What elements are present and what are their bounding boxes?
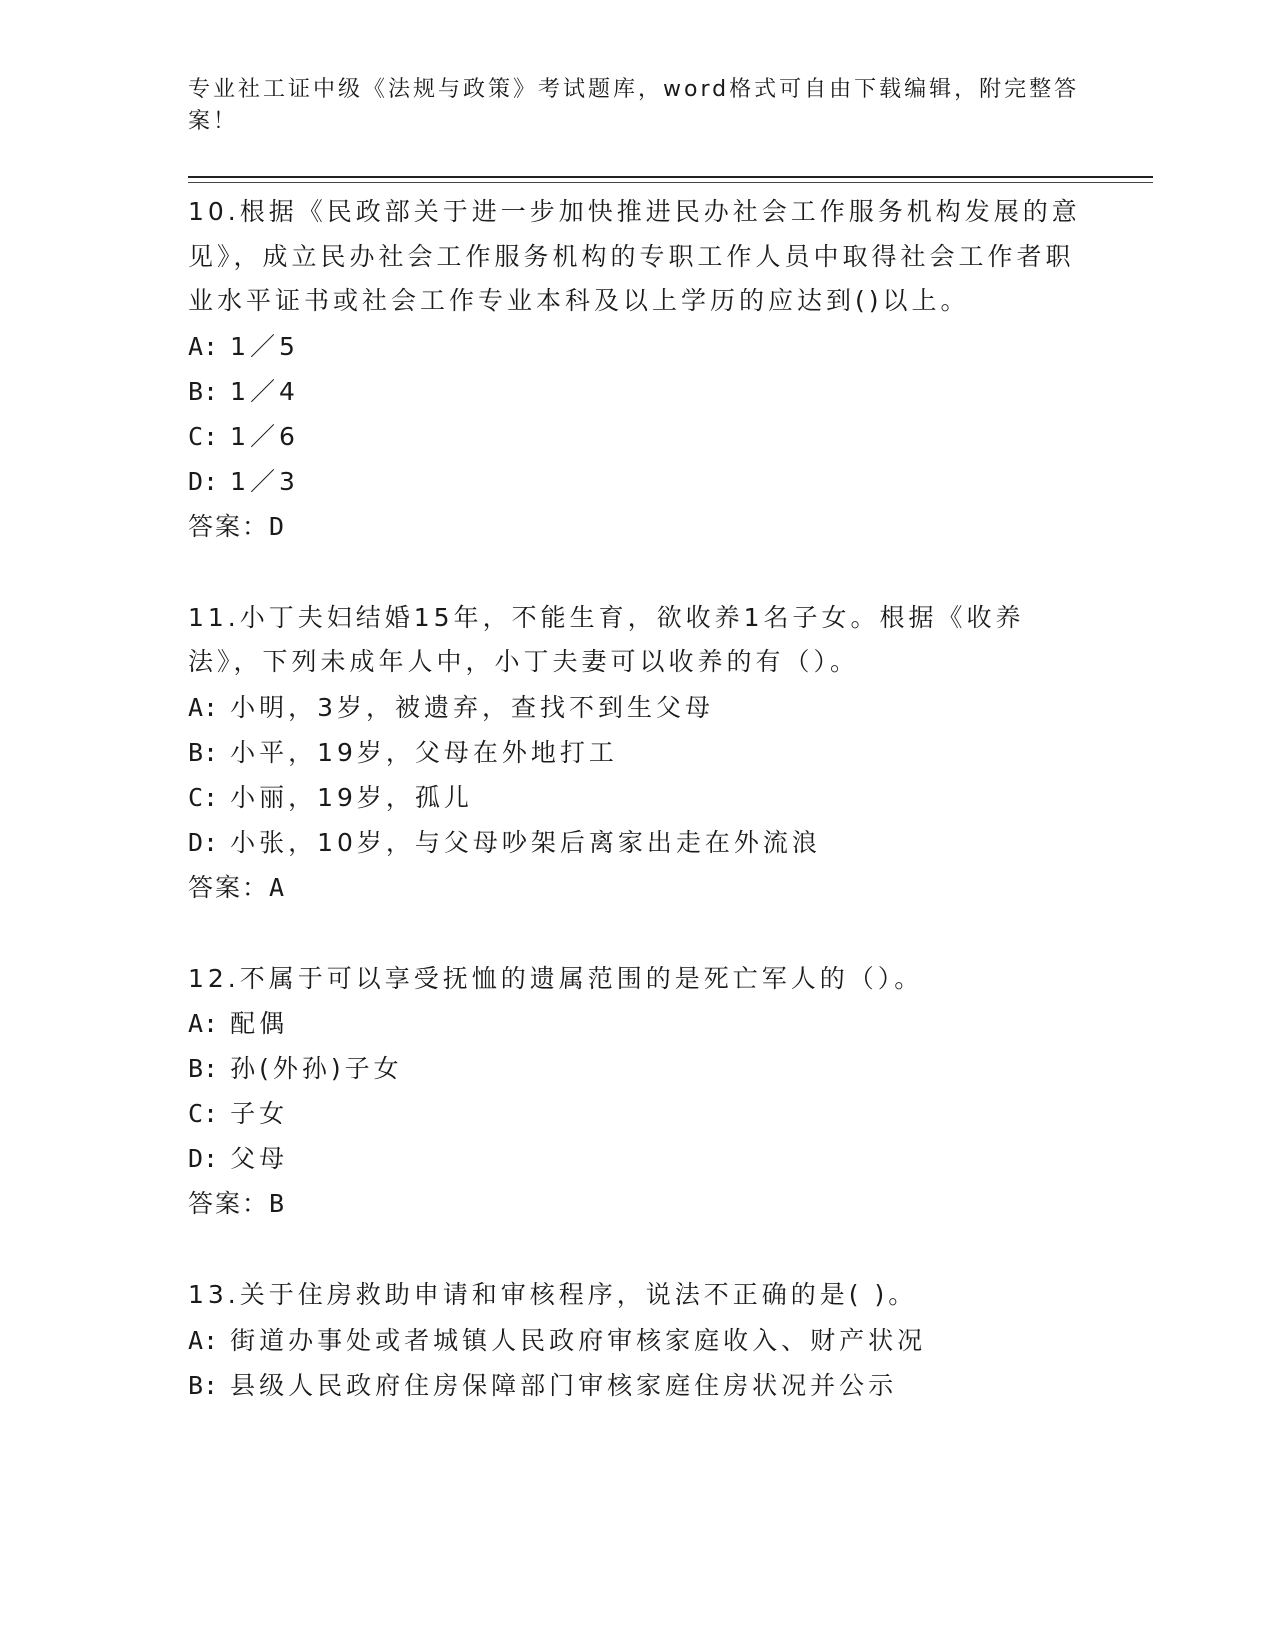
- question-12: [188, 957, 1088, 1227]
- option-d: [188, 820, 1088, 865]
- option-letter: C:: [188, 782, 219, 812]
- option-a: [188, 685, 1088, 730]
- answer-label: 答案：: [188, 511, 270, 541]
- option-d: [188, 459, 1088, 504]
- question-list: [188, 190, 1088, 1455]
- answer-label: 答案：: [188, 1189, 270, 1218]
- question-13: [188, 1273, 1088, 1408]
- option-text: 1／5: [230, 331, 299, 361]
- answer-line: [188, 865, 1088, 910]
- option-letter: C:: [188, 421, 219, 451]
- option-text: 孙(外孙)子女: [230, 1054, 403, 1083]
- option-d: [188, 1136, 1088, 1181]
- option-letter: D:: [188, 827, 219, 857]
- option-b: [188, 369, 1088, 414]
- question-11: [188, 596, 1088, 910]
- answer-line: [188, 504, 1088, 549]
- option-letter: D:: [188, 1144, 219, 1173]
- option-text: 小丽，19岁，孤儿: [230, 782, 473, 812]
- option-letter: B:: [188, 737, 219, 767]
- option-text: 1／6: [230, 421, 299, 451]
- question-stem: 13.关于住房救助申请和审核程序，说法不正确的是( )。: [188, 1280, 918, 1309]
- option-letter: A:: [188, 1325, 219, 1355]
- option-b: [188, 1046, 1088, 1091]
- option-text: 小明，3岁，被遗弃，查找不到生父母: [230, 692, 714, 722]
- header-divider-thick: [188, 176, 1153, 178]
- option-text: 1／4: [230, 376, 299, 406]
- option-letter: B:: [188, 1054, 219, 1083]
- option-letter: D:: [188, 466, 219, 496]
- option-letter: A:: [188, 692, 219, 722]
- question-stem: 10.根据《民政部关于进一步加快推进民办社会工作服务机构发展的意见》，成立民办社会工作服务机构的专职工作人员中取得社会工作者职业水平证书或社会工作专业本科及以上学历的应达到()以上。: [188, 197, 1081, 315]
- option-text: 县级人民政府住房保障部门审核家庭住房状况并公示: [230, 1370, 898, 1400]
- option-letter: C:: [188, 1099, 219, 1128]
- answer-value: A: [269, 872, 287, 902]
- option-a: [188, 1001, 1088, 1046]
- answer-line: [188, 1181, 1088, 1226]
- answer-value: D: [269, 511, 287, 541]
- option-letter: A:: [188, 331, 219, 361]
- option-text: 小平，19岁，父母在外地打工: [230, 737, 618, 767]
- option-c: [188, 414, 1088, 459]
- answer-label: 答案：: [188, 872, 270, 902]
- option-text: 1／3: [230, 466, 299, 496]
- option-letter: B:: [188, 376, 219, 406]
- option-letter: B:: [188, 1370, 219, 1400]
- option-text: 街道办事处或者城镇人民政府审核家庭收入、财产状况: [230, 1325, 927, 1355]
- answer-value: B: [269, 1189, 287, 1218]
- option-c: [188, 1091, 1088, 1136]
- option-c: [188, 775, 1088, 820]
- option-b: [188, 1363, 1088, 1408]
- option-text: 小张，10岁，与父母吵架后离家出走在外流浪: [230, 827, 821, 857]
- document-header-note: 专业社工证中级《法规与政策》考试题库，word格式可自由下载编辑，附完整答案！: [188, 77, 1080, 134]
- option-a: [188, 324, 1088, 369]
- option-text: 子女: [230, 1099, 289, 1128]
- question-stem: 12.不属于可以享受抚恤的遗属范围的是死亡军人的（）。: [188, 963, 924, 993]
- question-stem: 11.小丁夫妇结婚15年，不能生育，欲收养1名子女。根据《收养法》，下列未成年人中，小丁夫妻可以收养的有（）。: [188, 602, 1025, 676]
- option-text: 配偶: [230, 1009, 289, 1038]
- option-a: [188, 1318, 1088, 1363]
- question-10: [188, 190, 1088, 549]
- option-b: [188, 730, 1088, 775]
- option-letter: A:: [188, 1009, 219, 1038]
- option-text: 父母: [230, 1144, 289, 1173]
- header-divider-thin: [188, 182, 1153, 183]
